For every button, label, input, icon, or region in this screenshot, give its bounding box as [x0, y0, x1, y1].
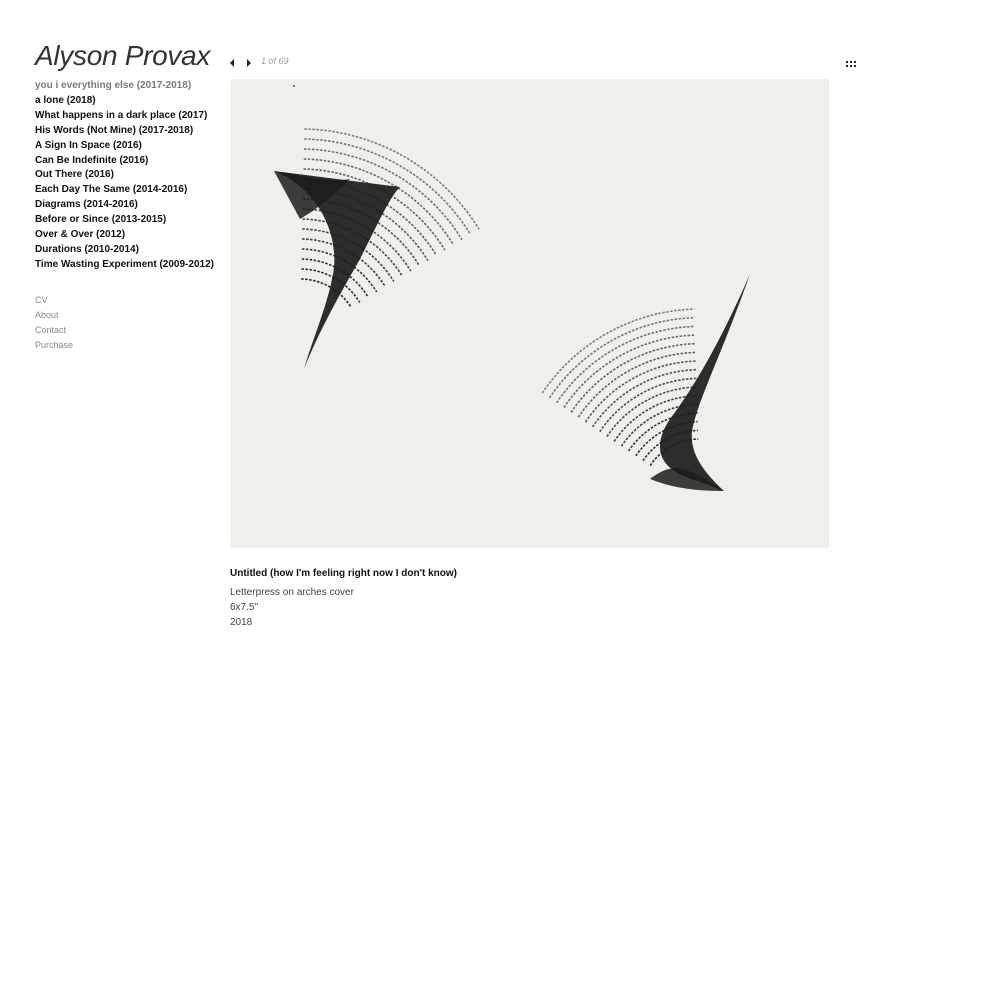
series-item-his-words[interactable]: His Words (Not Mine) (2017-2018): [35, 124, 194, 136]
artwork-caption: [230, 567, 830, 630]
next-image-button[interactable]: [244, 58, 254, 68]
series-item-what-happens-in-a-dark-place[interactable]: What happens in a dark place (2017): [35, 109, 208, 121]
series-item-each-day-the-same[interactable]: Each Day The Same (2014-2016): [35, 184, 188, 196]
info-link-contact[interactable]: Contact: [35, 324, 67, 335]
series-item-over-and-over[interactable]: Over & Over (2012): [35, 229, 126, 241]
thumbnail-view-button[interactable]: [846, 61, 856, 67]
previous-image-button[interactable]: [228, 58, 238, 68]
triangle-left-icon: [228, 58, 238, 68]
letterpress-artwork: [230, 79, 829, 548]
series-item-a-lone[interactable]: a lone (2018): [35, 94, 96, 106]
series-item-diagrams[interactable]: Diagrams (2014-2016): [35, 199, 138, 211]
series-item-before-or-since[interactable]: Before or Since (2013-2015): [35, 214, 167, 226]
series-nav: [35, 79, 225, 273]
site-title-link[interactable]: Alyson Provax: [35, 40, 211, 71]
series-item-out-there[interactable]: Out There (2016): [35, 169, 114, 181]
image-nav-bar: [228, 54, 858, 68]
thumbnail-grid-icon: [846, 61, 856, 67]
artwork-image[interactable]: [230, 79, 829, 548]
info-nav: [35, 293, 225, 353]
artwork-title: Untitled (how I'm feeling right now I don't know): [230, 568, 457, 579]
series-item-time-wasting-experiment[interactable]: Time Wasting Experiment (2009-2012): [35, 258, 214, 270]
series-item-durations[interactable]: Durations (2010-2014): [35, 243, 139, 255]
triangle-right-icon: [244, 58, 254, 68]
info-link-about[interactable]: About: [35, 309, 59, 320]
sidebar: [35, 40, 225, 352]
series-item-you-i-everything-else[interactable]: you i everything else (2017-2018): [35, 80, 192, 91]
image-counter: 1 of 69: [261, 56, 289, 66]
series-item-a-sign-in-space[interactable]: A Sign In Space (2016): [35, 139, 142, 151]
artwork-dimensions: 6x7.5": [230, 602, 259, 613]
info-link-cv[interactable]: CV: [35, 294, 48, 305]
artwork-year: 2018: [230, 617, 253, 628]
artwork-medium: Letterpress on arches cover: [230, 587, 354, 598]
series-item-can-be-indefinite[interactable]: Can Be Indefinite (2016): [35, 154, 149, 166]
info-link-purchase[interactable]: Purchase: [35, 339, 74, 350]
